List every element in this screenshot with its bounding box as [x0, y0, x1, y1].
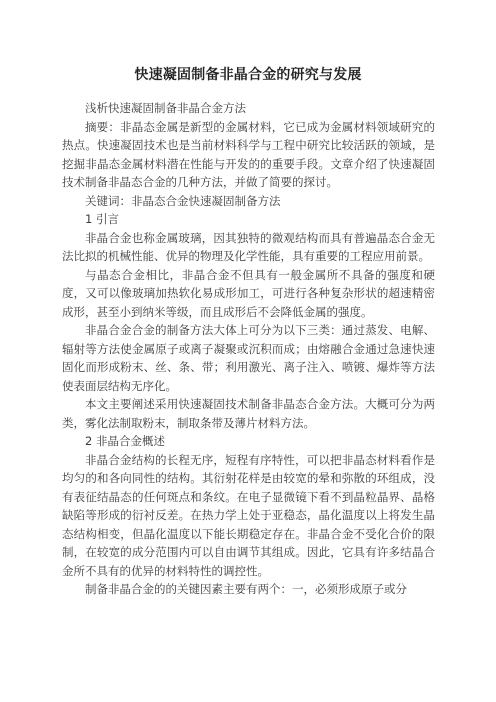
section-1-paragraph-1: 非晶合金也称金属玻璃，因其独特的微观结构而具有普遍晶态合金无法比拟的机械性能、优异的物理及化学性能，具有重要的工程应用前景。 — [62, 230, 435, 263]
section-1-paragraph-4: 本文主要阐述采用快速凝固技术制备非晶态合金方法。大概可分为两类，雾化法制取粉末，制取条带及薄片材料方法。 — [62, 397, 435, 430]
section-2-heading: 2 非晶合金概述 — [85, 434, 165, 448]
document-title: 快速凝固制备非晶合金的研究与发展 — [134, 67, 362, 83]
document-subtitle: 浅析快速凝固制备非晶合金方法 — [85, 101, 246, 115]
section-2-paragraph-1: 非晶合金结构的长程无序，短程有序特性，可以把非晶态材料看作是均匀的和各向同性的结构。其衍射花样是由较宽的晕和弥散的环组成，没有表征结晶态的任何斑点和条纹。在电子显微镜下看不到晶粒晶界、晶格缺陷等形成的衍衬反差。在热力学上处于亚稳态，晶化温度以上将发生晶态结构相变，但晶化温度以下能长期稳定存在。非晶合金不受化合价的限制，在较宽的成分范围内可以自由调节其组成。因此，它具有许多结晶合金所不具有的优异的材料特性的调控性。 — [62, 452, 435, 578]
document-body — [62, 99, 435, 599]
section-1-heading: 1 引言 — [85, 212, 119, 226]
abstract-paragraph: 摘要：非晶态金属是新型的金属材料，它已成为金属材料领域研究的热点。快速凝固技术也是当前材料科学与工程中研究比较活跃的领域，是挖掘非晶态金属材料潜在性能与开发的的重要手段。文章介绍了快速凝固技术制备非晶态合金的几种方法，并做了简要的探讨。 — [62, 119, 435, 189]
section-1-paragraph-2: 与晶态合金相比，非晶合金不但具有一般金属所不具备的强度和硬度，又可以像玻璃加热软化易成形加工，可进行各种复杂形状的超速精密成形，甚至小到纳米等级，而且成形后不会降低金属的强度。 — [62, 267, 435, 319]
keywords-line: 关键词：非晶态合金快速凝固制备方法 — [85, 193, 281, 208]
section-1-paragraph-3: 非晶合金合金的制备方法大体上可分为以下三类：通过蒸发、电解、辐射等方法使金属原子或离子凝聚或沉积而成；由熔融合金通过急速快速固化而形成粉末、丝、条、带；利用激光、离子注入、喷镀、爆炸等方法使表面层结构无序化。 — [62, 323, 435, 393]
section-2-paragraph-2: 制备非晶合金的的关键因素主要有两个：一，必须形成原子或分 — [85, 582, 407, 596]
